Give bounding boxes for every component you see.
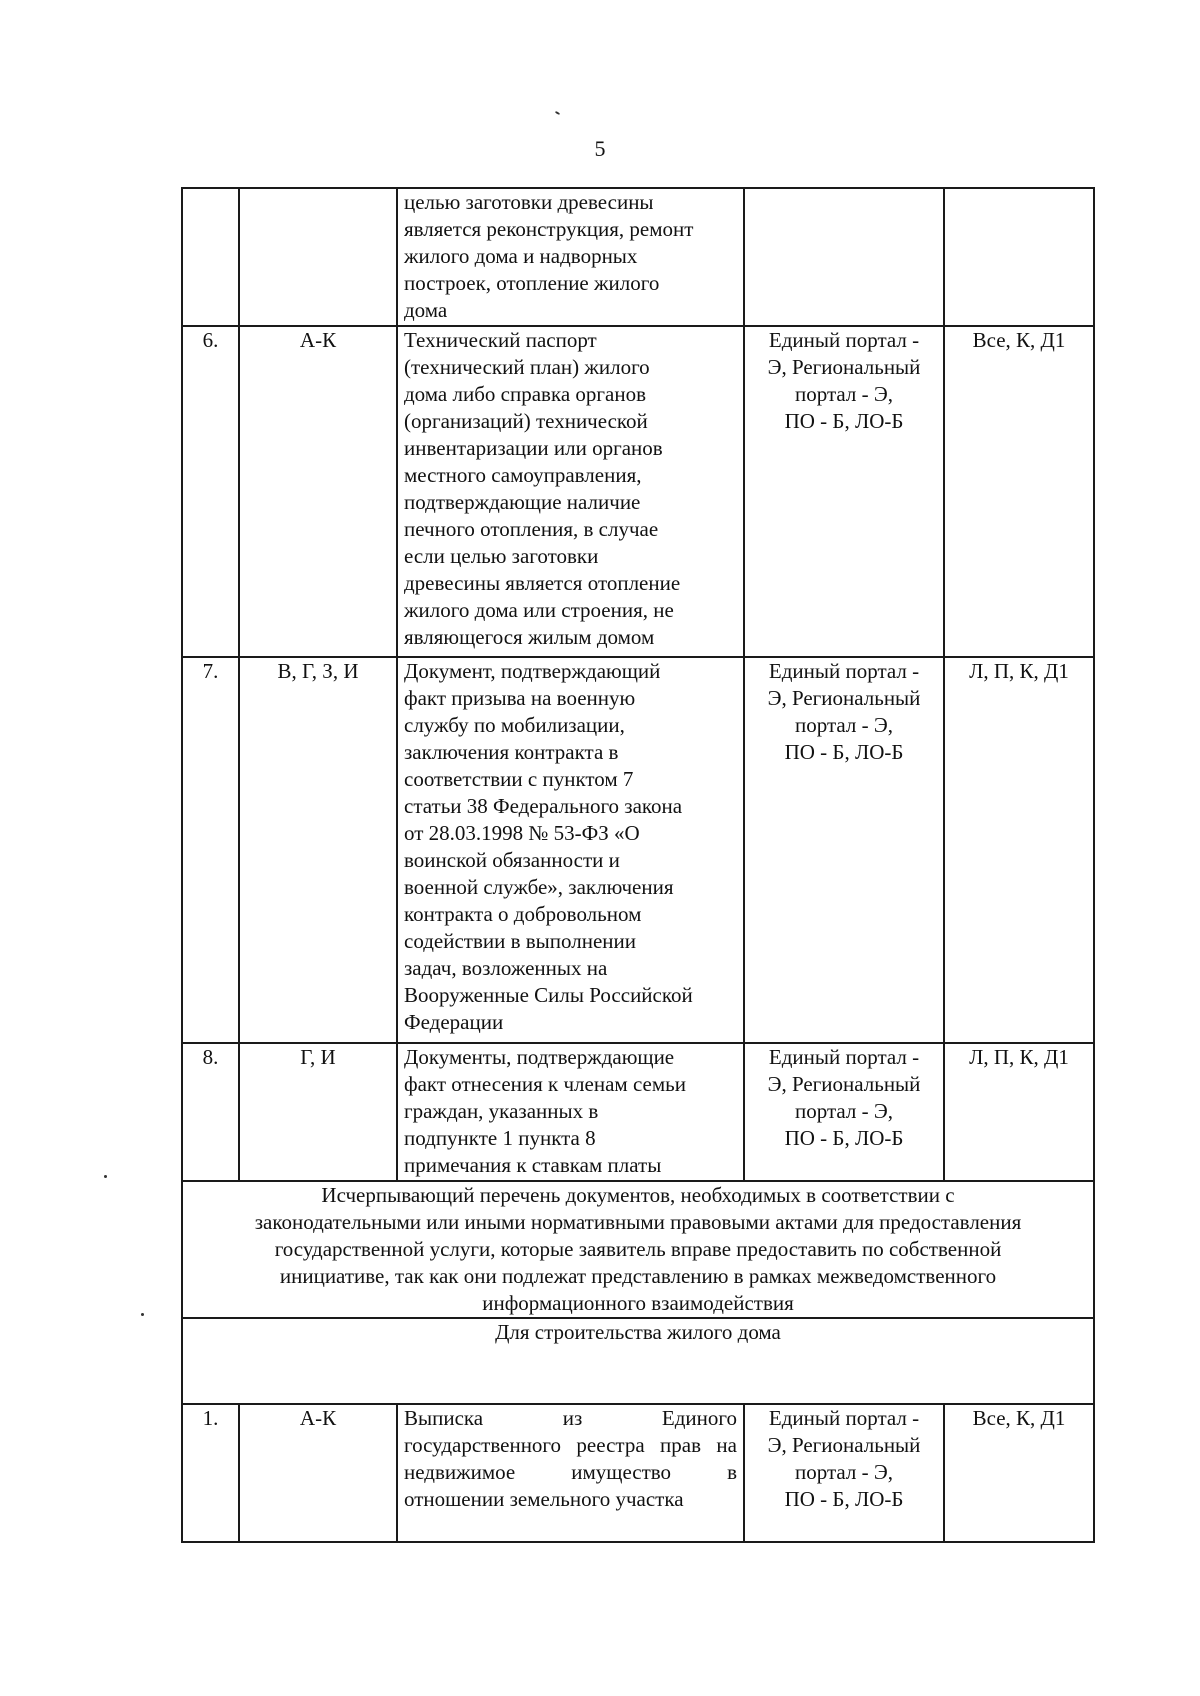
subheading-row [182,1318,1094,1404]
table-row [182,326,1094,657]
applicant-category: А-К [239,326,397,657]
table-row [182,188,1094,326]
row-number [182,188,239,326]
documents-table [181,187,1095,1543]
document-holder: Л, П, К, Д1 [944,657,1094,1043]
table-row [182,657,1094,1043]
applicant-category: Г, И [239,1043,397,1181]
subheading: Для строительства жилого дома [182,1318,1094,1404]
scan-speck [104,1175,107,1178]
document-description: Документ, подтверждающий факт призыва на военную службу по мобилизации, заключения контракта в соответствии с пунктом 7 статьи 38 Федерального закона от 28.03.1998 № 53-ФЗ «О воинской обязанности и военной службе», заключения контракта о добровольном содействии в выполнении задач, возложенных на Вооруженные Силы Российской Федерации [397,657,744,1043]
document-description: Выписка из Единого государственного реестра прав на недвижимое имущество в отношении земельного участка [397,1404,744,1542]
submission-method: Единый портал - Э, Региональный портал - Э, ПО - Б, ЛО-Б [744,1404,944,1542]
applicant-category [239,188,397,326]
applicant-category: А-К [239,1404,397,1542]
row-number: 7. [182,657,239,1043]
submission-method: Единый портал - Э, Региональный портал - Э, ПО - Б, ЛО-Б [744,657,944,1043]
submission-method: Единый портал - Э, Региональный портал - Э, ПО - Б, ЛО-Б [744,326,944,657]
section-heading: Исчерпывающий перечень документов, необходимых в соответствии с законодательными или иными нормативными правовыми актами для предоставления государственной услуги, которые заявитель вправе предоставить по собственной инициативе, так как они подлежат представлению в рамках межведомственного информационного взаимодействия [182,1181,1094,1318]
submission-method [744,188,944,326]
applicant-category: В, Г, З, И [239,657,397,1043]
scan-speck [555,111,560,115]
submission-method: Единый портал - Э, Региональный портал - Э, ПО - Б, ЛО-Б [744,1043,944,1181]
row-number: 8. [182,1043,239,1181]
section-heading-row [182,1181,1094,1318]
row-number: 1. [182,1404,239,1542]
row-number: 6. [182,326,239,657]
document-holder [944,188,1094,326]
document-holder: Л, П, К, Д1 [944,1043,1094,1181]
document-description: Документы, подтверждающие факт отнесения к членам семьи граждан, указанных в подпункте 1 пункта 8 примечания к ставкам платы [397,1043,744,1181]
document-description: Технический паспорт (технический план) жилого дома либо справка органов (организаций) технической инвентаризации или органов местного самоуправления, подтверждающие наличие печного отопления, в случае если целью заготовки древесины является отопление жилого дома или строения, не являющегося жилым домом [397,326,744,657]
document-holder: Все, К, Д1 [944,326,1094,657]
table-row [182,1043,1094,1181]
scan-speck [141,1313,144,1316]
document-holder: Все, К, Д1 [944,1404,1094,1542]
document-description: целью заготовки древесины является реконструкция, ремонт жилого дома и надворных построек, отопление жилого дома [397,188,744,326]
page-number: 5 [594,136,606,161]
table-row [182,1404,1094,1542]
